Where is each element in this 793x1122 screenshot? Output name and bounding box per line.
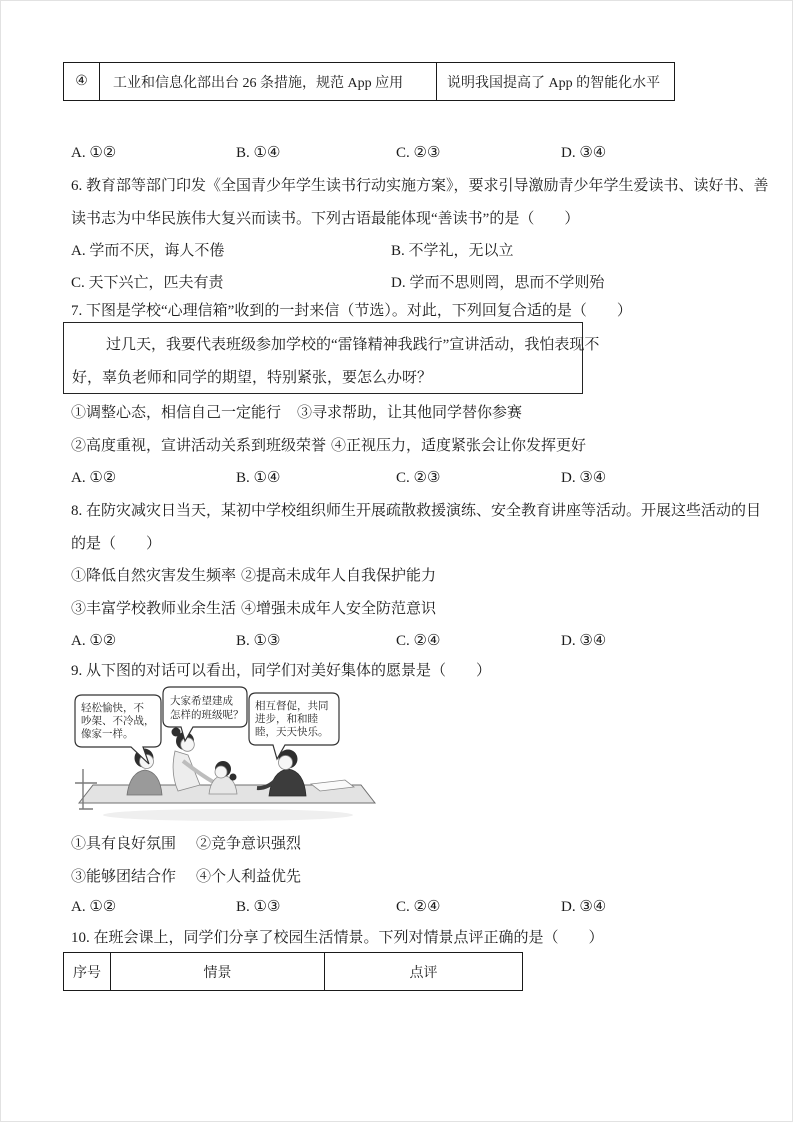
item-3: ③寻求帮助，让其他同学替你参赛: [297, 405, 523, 421]
option-a: A. ①②: [71, 899, 117, 915]
table-header-scenario: 情景: [110, 953, 324, 990]
q7-stem: 7. 下图是学校“心理信箱”收到的一封来信（节选）。对此，下列回复合适的是（ ）: [71, 303, 632, 319]
option-b: B. ①④: [236, 145, 281, 161]
option-a: A. ①②: [71, 633, 117, 649]
student-figure-2: [172, 728, 216, 792]
scenario-review-table: [63, 952, 523, 991]
option-c: C. ②③: [396, 145, 441, 161]
bubble-line: 像家一样。: [81, 729, 134, 740]
bubble-line: 睦，天天快乐。: [255, 727, 329, 738]
item-3: ③丰富学校教师业余生活: [71, 601, 237, 617]
option-d: D. ③④: [561, 899, 607, 915]
option-c: C. ②③: [396, 470, 441, 486]
bubble-line: 大家希望建成: [170, 696, 233, 707]
item-1: ①具有良好氛围: [71, 836, 177, 852]
table-cell-comment: 说明我国提高了 App 的智能化水平: [436, 63, 674, 100]
table-cell-scenario: 工业和信息化部出台 26 条措施，规范 App 应用: [99, 63, 436, 100]
item-4: ④个人利益优先: [196, 869, 302, 885]
news-analysis-table: [63, 62, 675, 101]
student-figure-4: [257, 750, 306, 797]
option-a: A. 学而不厌，诲人不倦: [71, 243, 225, 259]
item-4: ④增强未成年人安全防范意识: [241, 601, 437, 617]
option-c: C. ②④: [396, 633, 441, 649]
q8-stem-line1: 8. 在防灾减灾日当天，某初中学校组织师生开展疏散救援演练、安全教育讲座等活动。开展这些活动的目: [71, 503, 762, 519]
option-c: C. ②④: [396, 899, 441, 915]
bubble-line: 吵架、不冷战，: [81, 716, 155, 727]
option-d: D. ③④: [561, 633, 607, 649]
option-b: B. 不学礼，无以立: [391, 243, 514, 259]
q10-stem: 10. 在班会课上，同学们分享了校园生活情景。下列对情景点评正确的是（ ）: [71, 930, 604, 946]
option-b: B. ①③: [236, 633, 281, 649]
item-4: ④正视压力，适度紧张会让你发挥更好: [331, 438, 587, 454]
bubble-line: 相互督促，共同: [255, 701, 329, 712]
item-3: ③能够团结合作: [71, 869, 177, 885]
speech-bubble-3: [249, 693, 339, 759]
option-d: D. 学而不思则罔，思而不学则殆: [391, 275, 605, 291]
classroom-dialogue-illustration: [63, 681, 393, 829]
floor-shadow: [103, 809, 353, 821]
option-d: D. ③④: [561, 470, 607, 486]
option-c: C. 天下兴亡，匹夫有责: [71, 275, 224, 291]
option-b: B. ①④: [236, 470, 281, 486]
option-d: D. ③④: [561, 145, 607, 161]
psychology-letter-box: [63, 322, 600, 394]
letter-line1: 过几天，我要代表班级参加学校的“雷锋精神我践行”宣讲活动，我怕表现不: [106, 337, 600, 353]
q9-stem: 9. 从下图的对话可以看出，同学们对美好集体的愿景是（ ）: [71, 663, 492, 679]
item-2: ②提高未成年人自我保护能力: [241, 568, 437, 584]
q8-stem-line2: 的是（ ）: [71, 536, 162, 552]
bubble-line: 怎样的班级呢？: [170, 710, 244, 721]
option-a: A. ①②: [71, 470, 117, 486]
item-2: ②竞争意识强烈: [196, 836, 302, 852]
option-a: A. ①②: [71, 145, 117, 161]
table-header-number: 序号: [73, 965, 101, 981]
item-2: ②高度重视，宣讲活动关系到班级荣誉: [71, 438, 327, 454]
student-figure-3: [209, 761, 237, 794]
q6-stem-line1: 6. 教育部等部门印发《全国青少年学生读书行动实施方案》，要求引导激励青少年学生爱读书、读好书、善: [71, 178, 769, 194]
q6-stem-line2: 读书志为中华民族伟大复兴而读书。下列古语最能体现“善读书”的是（ ）: [71, 211, 580, 227]
table-cell-number: ④: [75, 74, 88, 89]
option-b: B. ①③: [236, 899, 281, 915]
item-1: ①降低自然灾害发生频率: [71, 568, 237, 584]
letter-line2: 好，辜负老师和同学的期望，特别紧张，要怎么办呀？: [72, 370, 433, 386]
table-header-comment: 点评: [324, 953, 522, 990]
item-1: ①调整心态，相信自己一定能行: [71, 405, 282, 421]
bubble-line: 进步，和和睦: [255, 714, 318, 725]
bubble-line: 轻松愉快，不: [81, 703, 144, 714]
